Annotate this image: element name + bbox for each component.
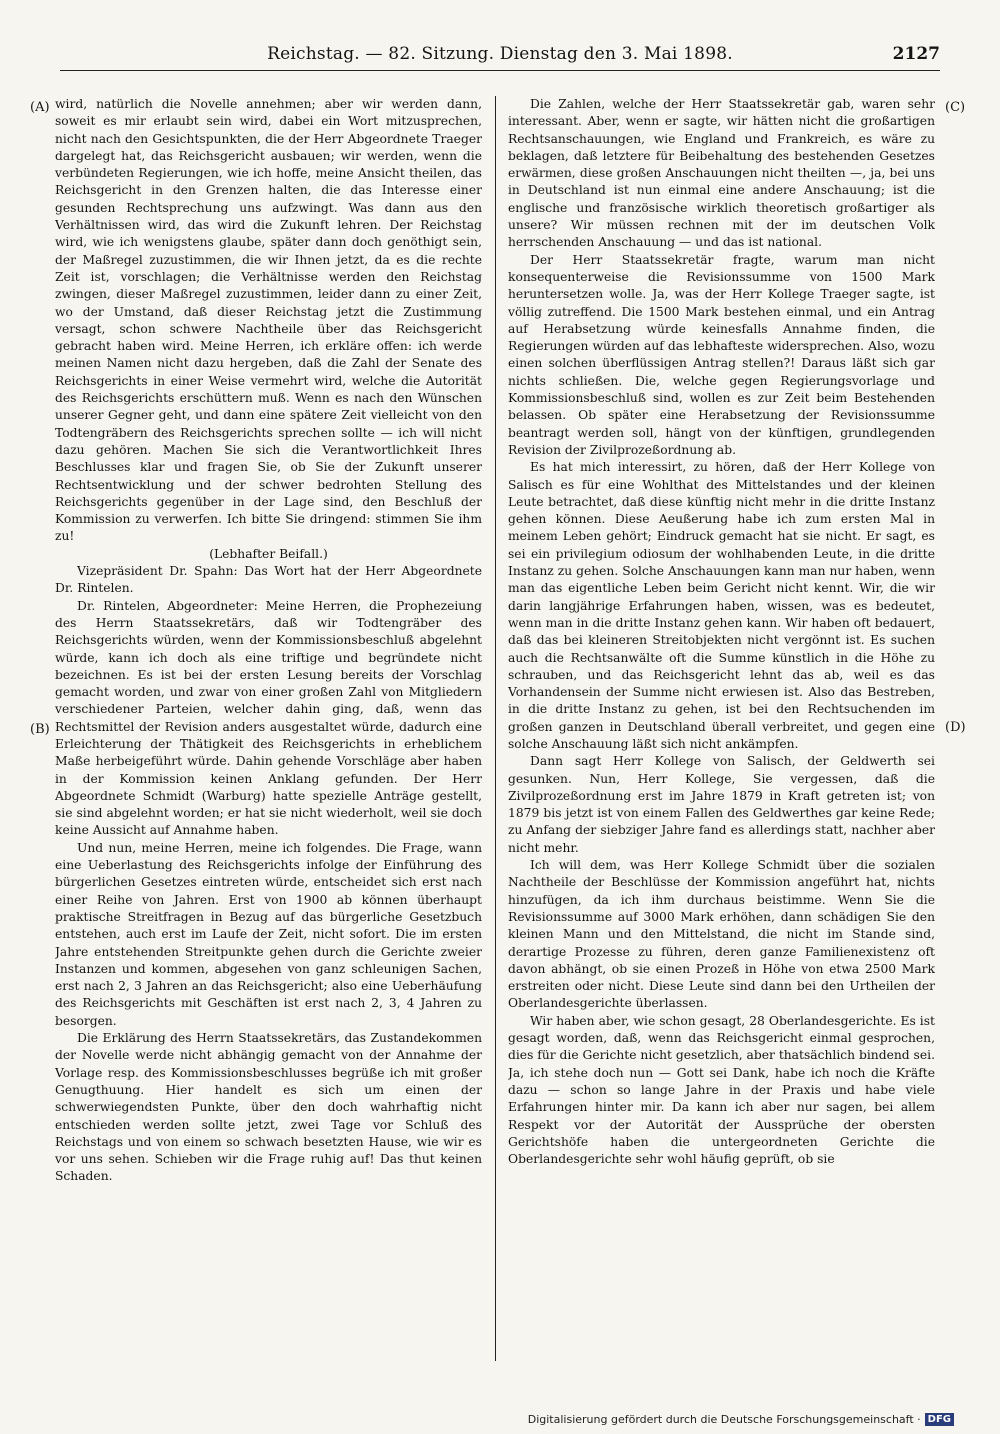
paragraph: Es hat mich interessirt, zu hören, daß der Herr Kollege von Salisch es für eine Wohlthat des Mittelstandes und der kleinen Leute betrachtet, daß diese künftig nicht mehr in die dritte Instanz gehen können. Diese Aeußerung habe ich zum ersten Mal in meinem Leben gehört; Eindruck gemacht hat sie nicht. Er sagt, es sei ein privilegium odiosum der wohlhabenden Leute, in die dritte Instanz zu gehen. Solche Anschauungen kann man nur haben, wenn man das eigentliche Leben beim Gericht nicht kennt. Wir, die wir darin langjährige Erfahrungen haben, wissen, was es bedeutet, wenn man in die dritte Instanz gehen kann. Wir haben oft bedauert, daß das bei kleineren Streitobjekten nicht vergönnt ist. Es suchen auch die Rechtsanwälte oft die Summe künstlich in die Höhe zu schrauben, und das Reichsgericht lehnt das ab, weil es das Vorhandensein der Summe nicht erwiesen ist. Also das Bestreben, in die dritte Instanz zu gehen, ist bei den Rechtsuchenden im großen ganzen in Deutschland überall verbreitet, und gegen eine solche Anschauung läßt sich nicht ankämpfen.: [508, 460, 935, 751]
paragraph: wird, natürlich die Novelle annehmen; aber wir werden dann, soweit es mir erlaubt sein wird, dabei ein Wort mitzusprechen, nicht nach den Gesichtspunkten, die der Herr Abgeordnete Traeger dargelegt hat, das Reichsgericht ausbauen; wir werden, wenn die verbündeten Regierungen, wie ich hoffe, meine Ansicht theilen, das Reichsgericht in den Grenzen halten, die das Interesse einer gesunden Rechtsprechung uns aufzwingt. Was dann aus den Verhältnissen wird, das wird die Zukunft lehren. Der Reichstag wird, wie ich wenigstens glaube, später dann doch genöthigt sein, der Maßregel zuzustimmen, die wir Ihnen jetzt, da es die rechte Zeit ist, vorschlagen; die Verhältnisse werden den Reichstag zwingen, dieser Maßregel zuzustimmen, leider dann zu einer Zeit, wo der Umstand, daß dieser Reichstag jetzt die Zustimmung versagt, schon schwere Nachtheile über das Reichsgericht gebracht haben wird. Meine Herren, ich erkläre offen: ich werde meinen Namen nicht dazu hergeben, daß die Zahl der Senate des Reichsgerichts in einer Weise vermehrt wird, welche die Autorität des Reichsgerichts erschüttern muß. Wenn es nach den Wünschen unserer Gegner geht, und dann eine spätere Zeit vielleicht von den Todtengräbern des Reichsgerichts sprechen sollte — ich will nicht dazu gehören. Machen Sie sich die Verantwortlichkeit Ihres Beschlusses klar und fragen Sie, ob Sie der Zukunft unserer Rechtsentwicklung und der schwer bedrohten Stellung des Reichsgerichts gegenüber in der Lage sind, den Beschluß der Kommission zu verwerfen. Ich bitte Sie dringend: stimmen Sie ihm zu!: [55, 97, 482, 544]
margin-mark-d: (D): [945, 720, 966, 735]
footer-credit: Digitalisierung gefördert durch die Deutsche Forschungsgemeinschaft ·: [527, 1413, 921, 1426]
left-column: [55, 96, 482, 1361]
dfg-logo: DFG: [925, 1413, 954, 1426]
column-divider: [495, 96, 496, 1361]
paragraph: Die Zahlen, welche der Herr Staatssekretär gab, waren sehr interessant. Aber, wenn er sagte, wir hätten nicht die großartigen Rechtsanschauungen, wie England und Frankreich, es wäre zu beklagen, daß letztere für Beibehaltung des bestehenden Gesetzes erwärmen, diese großen Anschauungen nicht theilten —, ja, bei uns in Deutschland ist nun einmal eine andere Anschauung; ist die englische und französische wirklich theoretisch großartiger als unsere? Wir müssen rechnen mit der im deutschen Volk herrschenden Anschauung — und das ist national.: [508, 97, 935, 250]
page-header: [30, 44, 970, 72]
running-title: Reichstag. — 82. Sitzung. Dienstag den 3. Mai 1898.: [267, 44, 733, 64]
paragraph: Die Erklärung des Herrn Staatssekretärs, das Zustandekommen der Novelle werde nicht abhängig gemacht von der Annahme der Vorlage resp. des Kommissionsbeschlusses begrüße ich mit großer Genugthuung. Hier handelt es sich um einen der schwerwiegendsten Punkte, über den doch wahrhaftig nicht entschieden werden sollte jetzt, zwei Tage vor Schluß des Reichstags und von einem so schwach besetzten Hause, wie wir es vor uns sehen. Schieben wir die Frage ruhig auf! Das thut keinen Schaden.: [55, 1031, 482, 1184]
header-rule: [60, 70, 940, 71]
page-number: 2127: [892, 44, 940, 64]
paragraph: Der Herr Staatssekretär fragte, warum man nicht konsequenterweise die Revisionssumme von 1500 Mark heruntersetzen wolle. Ja, was der Herr Kollege Traeger sagte, ist völlig zutreffend. Die 1500 Mark bestehen einmal, und ein Antrag auf Herabsetzung würde keinesfalls Annahme finden, die Regierungen würden auf das lebhafteste widersprechen. Also, wozu einen solchen überflüssigen Antrag stellen?! Daraus läßt sich gar nichts schließen. Die, welche gegen Regierungsvorlage und Kommissionsbeschluß sind, wollen es zur Zeit beim Bestehenden belassen. Ob später eine Herabsetzung der Revisionssumme beantragt werden soll, hängt von der künftigen, grundlegenden Revision der Zivilprozeßordnung ab.: [508, 252, 935, 457]
paragraph: Ich will dem, was Herr Kollege Schmidt über die sozialen Nachtheile der Beschlüsse der Kommission angeführt hat, nichts hinzufügen, da ich ihm durchaus beistimme. Wenn Sie die Revisionssumme auf 3000 Mark erhöhen, dann schädigen Sie den kleinen Mann und den Mittelstand, die nicht im Stande sind, derartige Prozesse zu führen, deren ganze Familienexistenz oft davon abhängt, ob sie einen Prozeß in Höhe von etwa 2500 Mark erstreiten oder nicht. Diese Leute sind dann bei den Urtheilen der Oberlandesgerichte überlassen.: [508, 858, 935, 1011]
margin-mark-b: (B): [30, 722, 50, 737]
paragraph: Und nun, meine Herren, meine ich folgendes. Die Frage, wann eine Ueberlastung des Reichsgerichts infolge der Einführung des bürgerlichen Gesetzes eintreten würde, entscheidet sich erst nach einer Reihe von Jahren. Erst von 1900 ab können überhaupt praktische Streitfragen in Bezug auf das bürgerliche Gesetzbuch entstehen, auch erst im Laufe der Zeit, nicht sofort. Die im ersten Jahre entstehenden Streitpunkte gehen durch die Gerichte zweier Instanzen und kommen, abgesehen von ganz schleunigen Sachen, erst nach 2, 3 Jahren an das Reichsgericht; also eine Ueberhäufung des Reichsgerichts mit Geschäften ist erst nach 2, 3, 4 Jahren zu besorgen.: [55, 840, 482, 1028]
paragraph: Dann sagt Herr Kollege von Salisch, der Geldwerth sei gesunken. Nun, Herr Kollege, Sie vergessen, daß die Zivilprozeßordnung erst im Jahre 1879 in Kraft getreten ist; von 1879 bis jetzt ist von einem Fallen des Geldwerthes gar keine Rede; zu Anfang der siebziger Jahre fand es allerdings statt, nachher aber nicht mehr.: [508, 754, 935, 855]
paragraph: Vizepräsident Dr. Spahn: Das Wort hat der Herr Abgeordnete Dr. Rintelen.: [55, 564, 482, 596]
margin-mark-a: (A): [30, 100, 50, 115]
applause-note: (Lebhafter Beifall.): [209, 546, 328, 561]
paragraph: Wir haben aber, wie schon gesagt, 28 Oberlandesgerichte. Es ist gesagt worden, daß, wenn das Reichsgericht einmal gesprochen, dies für die Gerichte nicht gesetzlich, aber thatsächlich bindend sei. Ja, ich stehe doch nun — Gott sei Dank, habe ich noch die Kräfte dazu — schon so lange Jahre in der Praxis und habe viele Erfahrungen hinter mir. Da kann ich aber nur sagen, bei allem Respekt vor der Autorität der Aussprüche der obersten Gerichtshöfe haben die untergeordneten Gerichte die Oberlandesgerichte sehr wohl häufig geprüft, ob sie: [508, 1013, 935, 1167]
paragraph: Dr. Rintelen, Abgeordneter: Meine Herren, die Prophezeiung des Herrn Staatssekretärs, daß wir Todtengräber des Reichsgerichts würden, wenn der Kommissionsbeschluß abgelehnt würde, kann ich doch als eine triftige und begründete nicht bezeichnen. Es ist bei der ersten Lesung bereits der Vorschlag gemacht worden, und zwar von einer großen Zahl von Mitgliedern verschiedener Parteien, welcher dahin ging, daß, wenn das Rechtsmittel der Revision anders ausgestaltet würde, dadurch eine Erleichterung der Thätigkeit des Reichsgerichts in erheblichem Maße herbeigeführt würde. Dahin gehende Vorschläge aber haben in der Kommission keinen Anklang gefunden. Der Herr Abgeordnete Schmidt (Warburg) hatte spezielle Anträge gestellt, sie sind abgelehnt worden; er hat sie nicht wiederholt, weil sie doch keine Aussicht auf Annahme haben.: [55, 598, 482, 838]
margin-mark-c: (C): [945, 100, 966, 115]
right-column: [508, 96, 935, 1361]
footer: [528, 1413, 954, 1426]
